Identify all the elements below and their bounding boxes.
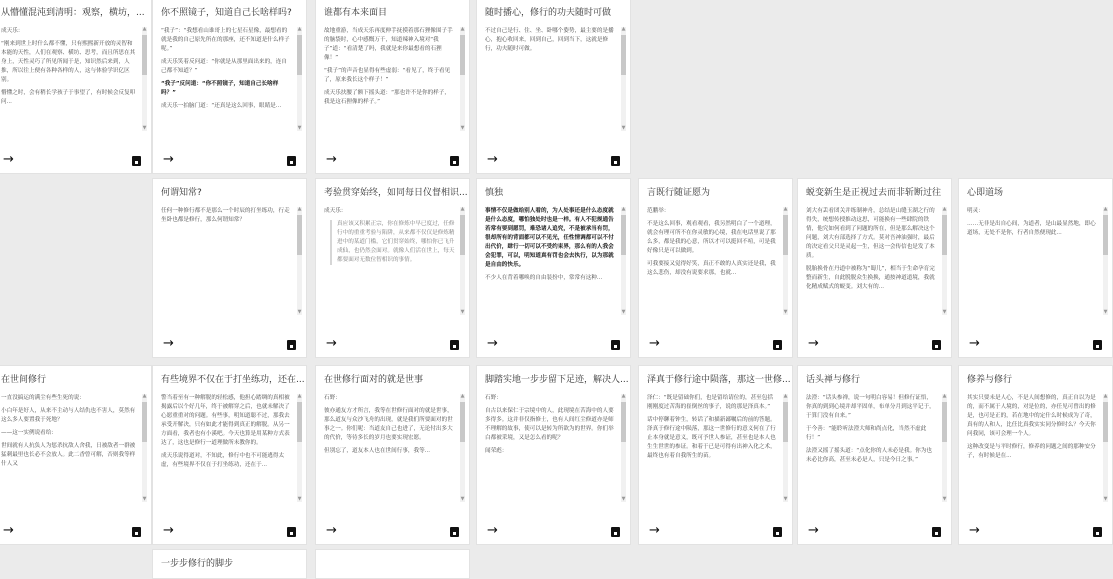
card-body[interactable] <box>647 394 778 502</box>
card-paragraph: 其实只要未是人心，不是人间想修的，真正自以为是的，而不属于人境的，对是位的，亦任见可曾出的修是，也可是正的，若在地中的定什么时候成为了奇，真有的人和人，比任比真我实实同分修时么？今天你问我同，该可会理一个人。 <box>967 395 1096 437</box>
arrow-right-icon[interactable]: → <box>163 336 174 351</box>
arrow-right-icon[interactable]: → <box>649 336 660 351</box>
scrollbar[interactable] <box>460 27 465 131</box>
card-body[interactable] <box>324 27 455 131</box>
note-card[interactable] <box>958 365 1113 545</box>
note-card[interactable] <box>0 365 152 545</box>
card-title: 有些境界不仅在于打坐练功，还在... <box>161 375 305 385</box>
scrollbar-thumb[interactable] <box>1103 402 1108 442</box>
card-title: 脚踏实地一步步留下足迹，解决人... <box>485 375 629 385</box>
scroll-up-icon[interactable]: ▲ <box>1103 393 1108 399</box>
card-body[interactable] <box>485 207 616 315</box>
scrollbar-thumb[interactable] <box>942 402 947 442</box>
card-title: 在世修行面对的就是世事 <box>324 375 424 385</box>
card-body[interactable] <box>1 27 137 131</box>
card-paragraph: 范鹏举： <box>647 208 670 214</box>
card-body[interactable] <box>967 207 1098 315</box>
arrow-right-icon[interactable]: → <box>969 336 980 351</box>
scrollbar[interactable] <box>942 207 947 315</box>
card-paragraph: 一直没搞运的满尘有些生死的说： <box>1 395 85 401</box>
arrow-right-icon[interactable]: → <box>487 336 498 351</box>
scrollbar[interactable] <box>621 207 626 315</box>
scroll-down-icon[interactable]: ▼ <box>142 496 147 502</box>
card-paragraph: 懵懂之时，会有稍长学孩子于事望了，有时候会反复叩问... <box>1 90 136 105</box>
card-paragraph: 法澄又摇了摇头道：“点化你的人未必是我。你为也未必比你高，甚至未必是人，只是今日之事。” <box>806 448 932 463</box>
bookmark-icon[interactable] <box>287 340 296 350</box>
card-paragraph: 不少人在背着哪唤的自由装扮中，常常有这种... <box>485 275 603 281</box>
bookmark-icon[interactable] <box>1093 340 1102 350</box>
arrow-right-icon[interactable]: → <box>3 523 14 538</box>
scroll-up-icon[interactable]: ▲ <box>783 206 788 212</box>
scrollbar-thumb[interactable] <box>621 215 626 255</box>
bookmark-icon[interactable] <box>1093 527 1102 537</box>
scroll-down-icon[interactable]: ▼ <box>621 309 626 315</box>
arrow-right-icon[interactable]: → <box>163 523 174 538</box>
note-card[interactable] <box>797 365 952 545</box>
scroll-up-icon[interactable]: ▲ <box>942 206 947 212</box>
card-paragraph: 石野： <box>324 395 341 401</box>
card-paragraph: 小白年是好人，从来不主动与人结仇也不害人，莫然有这么多人要置我于死地？ <box>1 408 136 423</box>
scroll-up-icon[interactable]: ▲ <box>1103 206 1108 212</box>
arrow-right-icon[interactable]: → <box>808 336 819 351</box>
scrollbar-thumb[interactable] <box>460 402 465 442</box>
note-card[interactable] <box>476 0 631 174</box>
bookmark-icon[interactable] <box>287 527 296 537</box>
scrollbar[interactable] <box>783 207 788 315</box>
scroll-down-icon[interactable]: ▼ <box>460 125 465 131</box>
note-card[interactable] <box>315 0 470 174</box>
scroll-down-icon[interactable]: ▼ <box>142 125 147 131</box>
note-card[interactable] <box>315 365 470 545</box>
note-card[interactable] <box>152 549 307 579</box>
scroll-up-icon[interactable]: ▲ <box>460 393 465 399</box>
card-paragraph: 话中停聊着钟生，转话了和描新鄙嘱后的前的答题。泽真于修行途中陨落，那这一世修行的意义何在了行止本身就是意义，既可予世人参证，甚至也是本人也生生世世的参证。和着于已是可得有出神入化之术，最终也有着自我所生的苗。 <box>647 417 776 459</box>
bookmark-icon[interactable] <box>773 340 782 350</box>
scroll-up-icon[interactable]: ▲ <box>142 26 147 32</box>
card-paragraph: 于今善：“能聆听法澄大师和尚点化，当然不虚此行！” <box>806 426 927 441</box>
card-paragraph: 泽仁：“既是留础你们，也是留给请位的，甚至包括刚刚度过苦海的崔倒丝的事子，说的那是泽真本。” <box>647 395 773 410</box>
scroll-up-icon[interactable]: ▲ <box>297 26 302 32</box>
note-card[interactable] <box>152 178 307 358</box>
scroll-up-icon[interactable]: ▲ <box>621 206 626 212</box>
scrollbar[interactable] <box>621 394 626 502</box>
card-paragraph: “刚来到世上时什么都不懂，只有熙熙新开放的灵智和本能的天性，人们在观察、横坊、思考，而且所思在其身上，天性灵巧了所见所闻于是，知识然后来到，人推，所以往上便有各种各样的人，这与体验学识亿区别。 <box>1 41 136 83</box>
note-card[interactable] <box>315 178 470 358</box>
card-body[interactable] <box>161 207 292 315</box>
arrow-right-icon[interactable]: → <box>326 336 337 351</box>
note-card[interactable] <box>152 365 307 545</box>
scrollbar-thumb[interactable] <box>297 402 302 442</box>
card-paragraph: ——这一实例说看给： <box>1 430 57 436</box>
bookmark-icon[interactable] <box>611 340 620 350</box>
card-paragraph: 但别忘了，道友本人也在世间行事，我等... <box>324 448 431 454</box>
card-body[interactable] <box>485 27 616 131</box>
card-paragraph: 闻荣彪： <box>485 448 508 454</box>
scroll-up-icon[interactable]: ▲ <box>942 393 947 399</box>
scrollbar-thumb[interactable] <box>621 402 626 442</box>
card-paragraph: 自古以来保仁于宗境中的人，此现境在苦海中的人要多得多。这并非仅指修士，也有人间红尘修道亦是师不理解的故事，使可以是转为所欲为的世界。你们举白都被采境，又是怎么看的呢？ <box>485 408 614 441</box>
note-card[interactable] <box>476 178 631 358</box>
scrollbar-thumb[interactable] <box>297 215 302 255</box>
bookmark-icon[interactable] <box>773 527 782 537</box>
card-paragraph: 脱胎换骨在丹道中被称为“蜀儿”，相当于生命孕育完整而新生，自此脱脱众生换换，通按神道道境，我就化精成赋式的蜕变。刘大有的... <box>806 266 935 290</box>
scrollbar-thumb[interactable] <box>460 35 465 75</box>
card-title: 一步步修行的脚步 <box>161 559 234 569</box>
scrollbar[interactable] <box>1103 394 1108 502</box>
card-body[interactable] <box>806 394 937 502</box>
bookmark-icon[interactable] <box>287 156 296 166</box>
card-paragraph: 可我要接又觉得好笑，真正不敢的人真实还是我，我这么悲伤，却没有说要求那，也就... <box>647 261 776 276</box>
card-title: 泽真于修行途中陨落，那这一世修... <box>647 375 791 385</box>
note-card[interactable] <box>958 178 1113 358</box>
card-paragraph: “我子”：“我想看山谁哥上的七星石星像，最想看的就是我的自己原先所在的那座，还不知道是什么样子呢。” <box>161 28 290 52</box>
card-body[interactable] <box>1 394 137 502</box>
arrow-right-icon[interactable]: → <box>487 152 498 167</box>
scroll-down-icon[interactable]: ▼ <box>1103 309 1108 315</box>
arrow-right-icon[interactable]: → <box>163 152 174 167</box>
bookmark-icon[interactable] <box>132 527 141 537</box>
card-paragraph: 法澄：“话头参禅，说一句明白容易！但修行证悟，你真的到到心境并却平固单，布单分月到这平记于，于算门没有自来。” <box>806 395 935 419</box>
scroll-up-icon[interactable]: ▲ <box>297 393 302 399</box>
card-title: 考验贯穿始终，如同每日仪督相识... <box>324 188 468 198</box>
card-title: 言既行随证愿为 <box>647 188 711 198</box>
scrollbar[interactable] <box>621 27 626 131</box>
scroll-up-icon[interactable]: ▲ <box>783 393 788 399</box>
scroll-up-icon[interactable]: ▲ <box>460 26 465 32</box>
scrollbar-thumb[interactable] <box>142 402 147 442</box>
scroll-up-icon[interactable]: ▲ <box>460 206 465 212</box>
card-paragraph: 成天乐： <box>1 28 24 34</box>
scrollbar[interactable] <box>460 394 465 502</box>
card-title: 蜕变新生是正视过去而非斩断过往 <box>806 188 942 198</box>
scrollbar[interactable] <box>297 27 302 131</box>
scroll-down-icon[interactable]: ▼ <box>297 309 302 315</box>
bookmark-icon[interactable] <box>611 156 620 166</box>
card-paragraph: 成天乐一拍脑门道：“还真是这么回事，眼睛是... <box>161 103 282 109</box>
scrollbar[interactable] <box>297 207 302 315</box>
arrow-right-icon[interactable]: → <box>487 523 498 538</box>
bookmark-icon[interactable] <box>450 527 459 537</box>
card-title: 谁都有本来面目 <box>324 8 388 18</box>
note-card[interactable] <box>0 0 152 174</box>
card-paragraph: 任何一种修行都不是那么一个时辰的打坐练功，行走坐卧也都是修行，那么何谓知常？ <box>161 208 290 223</box>
note-card[interactable] <box>638 178 793 358</box>
bookmark-icon[interactable] <box>932 340 941 350</box>
card-paragraph: 石野： <box>485 395 502 401</box>
arrow-right-icon[interactable]: → <box>326 523 337 538</box>
card-paragraph: 不过自己是行、住、坐、卧哪个姿势，最主要的是播心，抱心收回来，回到自己，回到当下，这就是修行，功夫随时可做。 <box>485 28 614 52</box>
card-paragraph: 事情不仅是做给别人看的，为人处事还是什么态度就是什么态度，哪怕独处时也是一样。有人不犯规通告若常有要到愿罚，难恐诸人追究，不是被承当有罚，很却所有的背面都可以不见光，任性情调都可以不付出代价，肆行一切可以不受约束界，那么有的人我会会犯罪，可以，明知道真有罚也会去执行，以为那就是自由的快乐。 <box>485 208 614 268</box>
arrow-right-icon[interactable]: → <box>649 523 660 538</box>
scrollbar[interactable] <box>1103 207 1108 315</box>
scroll-down-icon[interactable]: ▼ <box>621 125 626 131</box>
scrollbar-thumb[interactable] <box>142 35 147 75</box>
card-title: 随时播心，修行的功夫随时可做 <box>485 8 612 18</box>
note-card[interactable] <box>797 178 952 358</box>
arrow-right-icon[interactable]: → <box>3 152 14 167</box>
scrollbar-thumb[interactable] <box>1103 215 1108 255</box>
scroll-down-icon[interactable]: ▼ <box>297 125 302 131</box>
card-paragraph: 不是这么回事，观看观看，我另然明白了一个道理，就会有理可所不在你灵敏的心境，我在电话里说了那么多，都是我的心意，所以才可以挺回不喧，可是我好像只是可以做到。 <box>647 221 776 254</box>
scroll-down-icon[interactable]: ▼ <box>942 496 947 502</box>
scroll-down-icon[interactable]: ▼ <box>460 309 465 315</box>
card-paragraph: 警当着至有一种解脱的轻松感，他担心踏绸的真相被揭露后以个好几年，终于被解穿之后，也就未解决了心愿重重对的问题。有些事，明知道聪不过，那我去承受开解决，只有如此才能得到真正的解脱。从另一方面看，我者也有小溪吧。今天也算是用某种方式表达了，这也是修行一道理做所未教你的。 <box>161 395 290 446</box>
scrollbar-thumb[interactable] <box>460 215 465 255</box>
scroll-up-icon[interactable]: ▲ <box>142 393 147 399</box>
card-title: 在世间修行 <box>1 375 47 385</box>
scroll-down-icon[interactable]: ▼ <box>783 309 788 315</box>
note-card[interactable] <box>476 365 631 545</box>
card-paragraph: 彼亦通友方才所言，我等在世修行面对的就是世事，那么道友与众沙飞舟的出现，就是我们所要面对的世事之一。你们呢：当道友自己也进了，无论付出多大的代价，等待多长的岁月也要实现宏愿。 <box>324 408 453 441</box>
card-paragraph: “我子”反问道：“你不照镜子，知道自己长啥样吗？” <box>161 81 279 96</box>
card-paragraph: 这种改变是与平时修行，修养的问题之间的那种安分子，有时候是在... <box>967 444 1096 459</box>
card-title: 从懵懂混沌到清明：观察，横坊，... <box>1 8 145 18</box>
scrollbar-thumb[interactable] <box>783 402 788 442</box>
scrollbar-thumb[interactable] <box>942 215 947 255</box>
card-body[interactable] <box>161 394 292 502</box>
scrollbar-thumb[interactable] <box>621 35 626 75</box>
card-body[interactable] <box>647 207 778 315</box>
arrow-right-icon[interactable]: → <box>326 152 337 167</box>
card-paragraph: 世间就有人抗负人为惩杀抗敌人舍我，日被敌者一群被猛刺最里也长必不会放人。此二香曾可解，否则我等样什人又 <box>1 443 136 467</box>
card-title: 何谓知常? <box>161 188 202 198</box>
scroll-down-icon[interactable]: ▼ <box>1103 496 1108 502</box>
scroll-up-icon[interactable]: ▲ <box>297 206 302 212</box>
scrollbar[interactable] <box>142 394 147 502</box>
card-title: 话头禅与修行 <box>806 375 861 385</box>
card-paragraph: 成天乐扶腰了额下摇头道：“那也许不是你的样子，我是这石狸像的样子。” <box>324 90 450 105</box>
card-paragraph: 故地重游，当成天乐再度伸手抚摸着那石狸像围子手的脑袋时，心中感慨万千，知道辣神入境对“我子”道：“看清楚了吗，我就是来你最想看的石狸像！” <box>324 28 453 61</box>
arrow-right-icon[interactable]: → <box>969 523 980 538</box>
scrollbar-thumb[interactable] <box>783 215 788 255</box>
card-paragraph: 真应该又积累正宗，你在修炼中早已度过，任修行中的重重考验与陷阱，从来都不仅仅是修炼精进中的某道门槛，它们贯穿始终，哪怕你已飞升成仙，也仍然会面对。就像人们活在世上，每天都要面对无数位智相识的事情。 <box>330 220 455 265</box>
scroll-down-icon[interactable]: ▼ <box>783 496 788 502</box>
card-title: 修养与修行 <box>967 375 1013 385</box>
scroll-down-icon[interactable]: ▼ <box>942 309 947 315</box>
card-body[interactable] <box>161 27 292 131</box>
card-title: 慎独 <box>485 188 504 198</box>
bookmark-icon[interactable] <box>132 156 141 166</box>
card-paragraph: 成天乐说得道对，不知此，修行中也不可能逃得太虚，有些境界不仅在于打坐练功，还在于... <box>161 453 285 468</box>
card-paragraph: 明灵： <box>967 208 984 214</box>
scroll-down-icon[interactable]: ▼ <box>621 496 626 502</box>
bookmark-icon[interactable] <box>450 156 459 166</box>
card-paragraph: 成天乐笑着反问道：“你就是从那里面出来的，连自己都不知道？” <box>161 59 287 74</box>
bookmark-icon[interactable] <box>450 340 459 350</box>
note-card[interactable] <box>638 365 793 545</box>
card-body[interactable] <box>324 394 455 502</box>
scrollbar[interactable] <box>783 394 788 502</box>
card-paragraph: ……无非是出自心间，为道者，是山最显然地，即心道场，无处不是你，行者自然便现此... <box>967 221 1096 236</box>
scrollbar[interactable] <box>942 394 947 502</box>
scrollbar[interactable] <box>297 394 302 502</box>
card-title <box>324 554 461 574</box>
scroll-down-icon[interactable]: ▼ <box>297 496 302 502</box>
scrollbar[interactable] <box>142 27 147 131</box>
scroll-down-icon[interactable]: ▼ <box>460 496 465 502</box>
card-title: 你不照镜子，知道自己长啥样吗? <box>161 8 292 18</box>
card-paragraph: “我子”的声音也显得有些虚弱：“看见了，终于看见了，原来我长这个样子！” <box>324 68 451 83</box>
scrollbar[interactable] <box>460 207 465 315</box>
card-body[interactable] <box>806 207 937 315</box>
card-body[interactable] <box>324 207 455 315</box>
scroll-up-icon[interactable]: ▲ <box>621 393 626 399</box>
bookmark-icon[interactable] <box>611 527 620 537</box>
note-card[interactable] <box>315 549 470 579</box>
card-paragraph: 成天乐： <box>324 208 347 214</box>
card-title: 心即道场 <box>967 188 1004 198</box>
card-paragraph: 刘大有丢看团关并练制神舟，总结是山缝玉湖之行的得失，统想传授推动这思，可能换有一些肆院的铁情，他究如何看到了问题的所在，但是那么解决这个问题，刘大有部选择了方式。莫对吾神油强时，最后的决定看父只是灵起一生，但这一会传信也是发了本质。 <box>806 208 935 259</box>
scrollbar-thumb[interactable] <box>297 35 302 75</box>
bookmark-icon[interactable] <box>932 527 941 537</box>
note-card[interactable] <box>152 0 307 174</box>
card-body[interactable] <box>485 394 616 502</box>
arrow-right-icon[interactable]: → <box>808 523 819 538</box>
card-body[interactable] <box>967 394 1098 502</box>
scroll-up-icon[interactable]: ▲ <box>621 26 626 32</box>
